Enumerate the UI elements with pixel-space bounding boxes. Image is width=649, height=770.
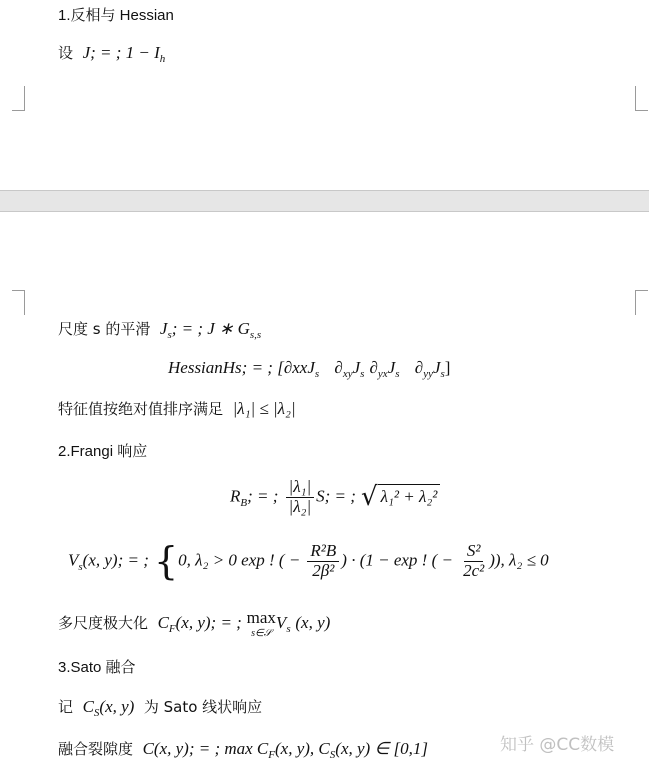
- zhihu-watermark: 知乎 @CC数模: [500, 735, 615, 755]
- def-prefix: 设: [58, 44, 74, 62]
- hessian-sub: s: [360, 368, 365, 381]
- multiscale-text: 多尺度极大化: [58, 614, 149, 632]
- v-frac2-den: 2c²: [463, 560, 485, 580]
- page-corner-mark: [635, 86, 648, 111]
- cf-rhs: V: [275, 613, 287, 632]
- hessian-formula: [168, 358, 450, 380]
- note-prefix: 记: [58, 698, 74, 716]
- v-frac2: [460, 542, 487, 580]
- hessian-part: ∂: [369, 358, 378, 377]
- inverse-definition: [58, 42, 165, 65]
- sato-note-line: [58, 696, 262, 719]
- rb-den: |λ₂|: [288, 496, 312, 516]
- rb-lhs: R: [230, 486, 241, 506]
- def-formula-sub: h: [159, 53, 166, 65]
- v-frac1-den: 2β²: [312, 560, 335, 580]
- s-eq: S; = ;: [316, 486, 356, 506]
- hessian-formula-head: HessianHs; = ; [∂xxJ: [168, 358, 315, 377]
- smooth-J-sub: s: [167, 329, 172, 341]
- hessian-sub: xy: [342, 368, 353, 381]
- sqrt-radicand: λ₁² + λ₂²: [378, 484, 441, 510]
- page-gap: [0, 190, 649, 212]
- max-operator: [247, 608, 276, 639]
- fusion-mid: (x, y), C: [275, 739, 330, 758]
- v-lhs: V: [68, 550, 79, 570]
- max-sub: s∈𝒮: [251, 628, 272, 639]
- max-word: max: [246, 608, 276, 627]
- smooth-J: J: [159, 319, 168, 338]
- hessian-part: ]: [444, 358, 451, 377]
- cs-lhs: C: [82, 697, 94, 716]
- fusion-prefix: 融合裂隙度: [58, 740, 134, 758]
- v-sub: s: [78, 560, 83, 573]
- hessian-part: J: [432, 358, 441, 377]
- section-1-title: 1.反相与 Hessian: [58, 7, 174, 24]
- v-mid: ) · (1 − exp ! ( −: [341, 550, 453, 570]
- fusion-formula: C(x, y); = ; max C: [142, 739, 269, 758]
- v-args: (x, y); = ;: [82, 550, 149, 570]
- rb-eq: ; = ;: [247, 486, 279, 506]
- def-formula: J; = ; 1 − I: [82, 43, 160, 62]
- left-brace: {: [153, 539, 179, 584]
- hessian-sub: s: [314, 368, 320, 381]
- hessian-part: J: [387, 358, 396, 377]
- fusion-sub2: S: [329, 749, 336, 761]
- v-frac1-num: R²B: [307, 542, 339, 562]
- cf-eq: (x, y); = ;: [175, 613, 242, 632]
- document-page-2: [0, 212, 649, 770]
- eigen-text: 特征值按绝对值排序满足: [58, 400, 224, 418]
- v-formula: [68, 539, 549, 584]
- cf-rhs-sub: s: [286, 623, 291, 635]
- cf-lhs: C: [157, 613, 169, 632]
- rb-num: |λ₁|: [286, 478, 315, 498]
- hessian-sub: s: [440, 368, 445, 381]
- hessian-part: J: [352, 358, 361, 377]
- v-frac1: [307, 542, 339, 580]
- page-corner-mark: [12, 86, 25, 111]
- v-frac2-num: S²: [464, 542, 484, 562]
- fusion-line: [58, 738, 428, 761]
- multiscale-line: [58, 608, 330, 639]
- sqrt: √ λ₁² + λ₂²: [361, 484, 440, 510]
- hessian-sub: yx: [377, 368, 388, 381]
- smooth-prefix: 尺度 s 的平滑: [58, 320, 151, 338]
- cf-sub: F: [168, 623, 176, 635]
- cf-rhs-args: (x, y): [295, 613, 331, 632]
- section-2-title: 2.Frangi 响应: [58, 443, 148, 460]
- hessian-part: ∂: [414, 358, 424, 377]
- rb-fraction: [286, 478, 315, 516]
- smooth-G-sub: s,s: [249, 329, 262, 341]
- rb-sub: B: [240, 496, 248, 509]
- rb-formula: [230, 478, 440, 516]
- cs-sub: S: [93, 707, 100, 719]
- page-corner-mark: [635, 290, 648, 315]
- section-3-title: 3.Sato 融合: [58, 659, 136, 676]
- hessian-sub: s: [395, 368, 400, 381]
- smoothing-line: [58, 318, 261, 341]
- fusion-end: (x, y) ∈ [0,1]: [335, 739, 428, 758]
- eigen-formula: |λ₁| ≤ |λ₂|: [232, 399, 296, 418]
- hessian-sub: yy: [423, 368, 433, 381]
- page-corner-mark: [12, 290, 25, 315]
- smooth-formula: ; = ; J ∗ G: [171, 319, 250, 338]
- v-case1: 0, λ₂ > 0 exp ! ( −: [178, 550, 301, 570]
- cs-args: (x, y): [99, 697, 135, 716]
- note-suffix: 为 Sato 线状响应: [143, 698, 263, 716]
- hessian-part: ∂: [334, 358, 343, 377]
- v-tail: )), λ₂ ≤ 0: [489, 550, 549, 570]
- fusion-sub1: F: [268, 749, 276, 761]
- document-page-1: [0, 0, 649, 190]
- eigen-line: [58, 398, 296, 419]
